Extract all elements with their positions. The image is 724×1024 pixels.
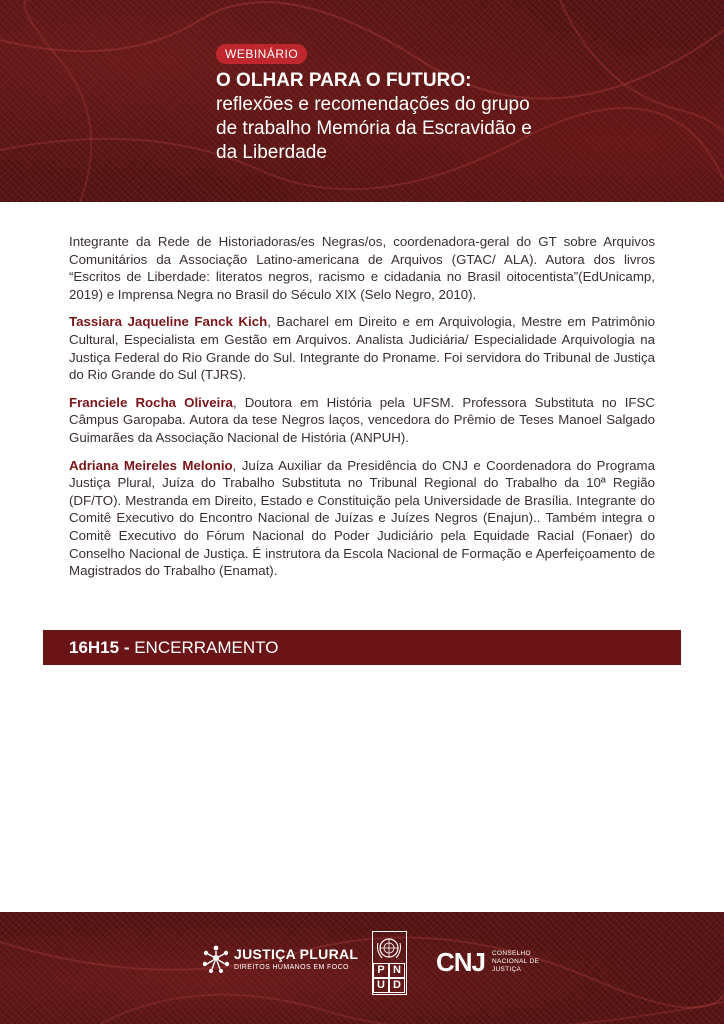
speaker-description: , Bacharel em Direito e em Arquivologia, Mestre em Patrimônio Cultural, Especialista em Gestão em Arquivos. Analista Judiciária/ Especialidade Arquivologia na Justiça Federal do Rio Grande do Sul. Integrante do Proname. Foi servidora do Tribunal de Justiça do Rio Grande do Sul (TJRS). bbox=[69, 314, 655, 383]
bio-intro: Integrante da Rede de Historiadoras/es Negras/os, coordenadora-geral do GT sobre Arquivos Comunitários da Associação Latino-americana de Arquivos (GTAC/ ALA). Autora dos livros “Escritos de Liberdade: literatos negros, racismo e cidadania no Brasil oitocentista”(EdUnicamp, 2019) e Imprensa Negra no Brasil do Século XIX (Selo Negro, 2010). bbox=[69, 234, 655, 302]
justica-plural-tagline: DIREITOS HUMANOS EM FOCO bbox=[234, 964, 349, 971]
bio-paragraph bbox=[69, 457, 655, 580]
bio-paragraph bbox=[69, 394, 655, 447]
bio-paragraph bbox=[69, 313, 655, 383]
page-subtitle: reflexões e recomendações do grupo de trabalho Memória da Escravidão e da Liberdade bbox=[216, 94, 532, 163]
cnj-mark: CNJ bbox=[436, 947, 486, 977]
pnud-letter: P bbox=[373, 963, 389, 978]
pnud-letter: N bbox=[389, 963, 405, 978]
speaker-name: Franciele Rocha Oliveira bbox=[69, 394, 233, 410]
header-banner bbox=[0, 0, 724, 202]
speaker-description: , Doutora em História pela UFSM. Professora Substituta no IFSC Câmpus Garopaba. Autora da tese Negros laços, vencedora do Prêmio de Teses Manoel Salgado Guimarães da Associação Nacional de História (ANPUH). bbox=[69, 394, 656, 445]
cnj-full-name: CONSELHO NACIONAL DE JUSTIÇA bbox=[492, 950, 540, 973]
footer-banner bbox=[0, 912, 724, 1024]
speaker-name: Tassiara Jaqueline Fanck Kich bbox=[69, 314, 268, 330]
justica-plural-name: JUSTIÇA PLURAL bbox=[234, 946, 359, 962]
pnud-logo bbox=[372, 931, 407, 995]
speaker-description: , Juíza Auxiliar da Presidência do CNJ e Coordenadora do Programa Justiça Plural, Juíza do Trabalho Substituta no Tribunal Regional do Trabalho da 10ª Região (DF/TO). Mestranda em Direito, Estado e Constituição pela Universidade de Brasília. Integrante do Comitê Executivo do Encontro Nacional de Juízas e Juízes Negros (Enajun).. Também integra o Comitê Executivo do Fórum Nacional do Poder Judiciário pela Equidade Racial (Fonaer) do Conselho Nacional de Justiça. É instrutora da Escola Nacional de Formação e Aperfeiçoamento de Magistrados do Trabalho (Enamat). bbox=[69, 457, 655, 579]
closing-session-bar bbox=[43, 630, 681, 665]
justica-plural-logo bbox=[200, 944, 359, 981]
webinar-badge: WEBINÁRIO bbox=[216, 44, 307, 64]
speaker-bios bbox=[69, 233, 655, 590]
people-circle-icon bbox=[200, 944, 232, 976]
speaker-name: Adriana Meireles Melonio bbox=[69, 457, 233, 473]
texture-decoration bbox=[0, 912, 724, 1024]
un-emblem-icon bbox=[373, 933, 405, 963]
page-title: O OLHAR PARA O FUTURO: bbox=[216, 70, 472, 91]
cnj-logo bbox=[436, 947, 540, 977]
pnud-letter: D bbox=[389, 978, 405, 993]
session-label: ENCERRAMENTO bbox=[134, 638, 279, 657]
session-time: 16H15 - bbox=[69, 638, 130, 657]
pnud-letter: U bbox=[373, 978, 389, 993]
